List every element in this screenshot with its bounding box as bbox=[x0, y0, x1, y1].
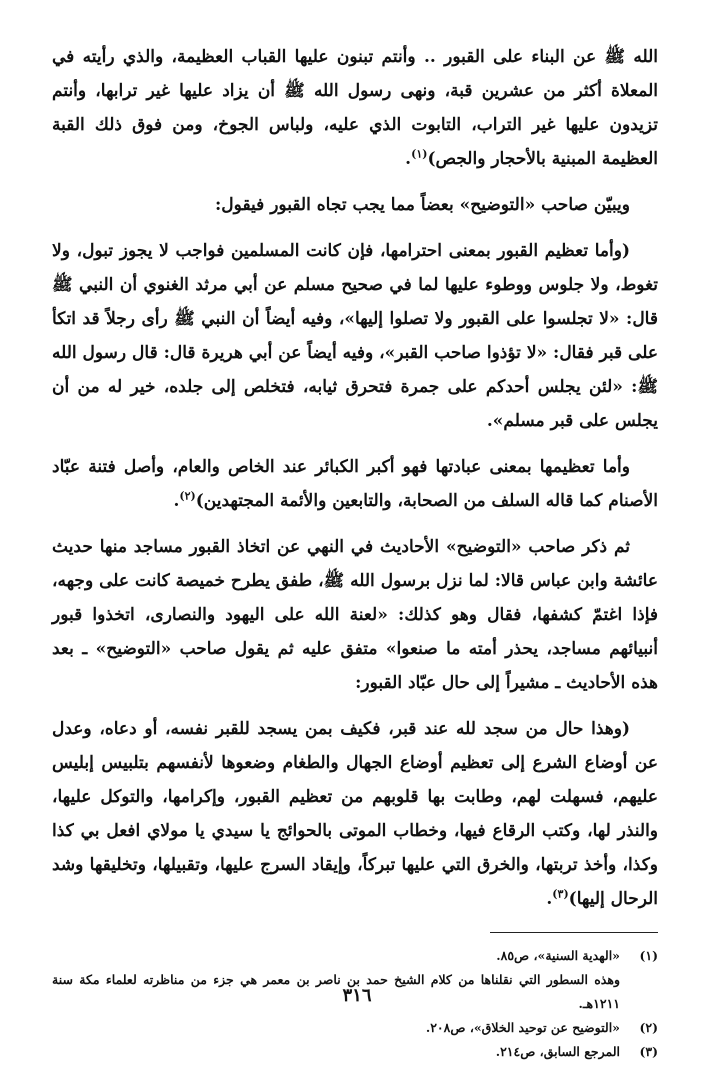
paragraph-1-text: الله ﷺ عن البناء على القبور .. وأنتم تبنون عليها القباب العظيمة، والذي رأيته في المعلاة أكثر من عشرين قبة، ونهى رسول الله ﷺ أن يزاد عليها غير ترابها، وأنتم تزيدون عليها غير التراب، التابوت الذي عليه، ولباس الجوخ، ومن فوق ذلك القبة العظيمة المبنية بالأحجار والجص) bbox=[52, 47, 658, 169]
footnote-ref-1[interactable]: (١) bbox=[411, 147, 428, 161]
footnote-3-text: المرجع السابق، ص٢١٤. bbox=[495, 1044, 620, 1059]
paragraph-5-text: ثم ذكر صاحب «التوضيح» الأحاديث في النهي عن اتخاذ القبور مساجد منها حديث عائشة وابن عباس قالا: لما نزل برسول الله ﷺ، طفق يطرح خميصة كانت على وجهه، فإذا اغتمّ كشفها، فقال وهو كذلك: «لعنة الله على اليهود والنصارى، اتخذوا قبور أنبيائهم مساجد، يحذر أمته ما صنعوا» متفق عليه ثم يقول صاحب «التوضيح» ـ بعد هذه الأحاديث ـ مشيراً إلى حال عبّاد القبور: bbox=[52, 537, 658, 693]
paragraph-1-tail: . bbox=[405, 149, 412, 169]
footnote-ref-3[interactable]: (٣) bbox=[552, 887, 569, 901]
paragraph-2-text: ويبيّن صاحب «التوضيح» بعضاً مما يجب تجاه القبور فيقول: bbox=[215, 195, 630, 215]
paragraph-4 bbox=[52, 450, 658, 518]
paragraph-3-text: (وأما تعظيم القبور بمعنى احترامها، فإن كانت المسلمين فواجب لا يجوز تبول، ولا تغوط، ولا جلوس ووطوء عليها لما في صحيح مسلم عن أبي مرثد الغنوي أن النبي ﷺ قال: «لا تجلسوا على القبور ولا تصلوا إليها»، وفيه أيضاً أن النبي ﷺ رأى رجلاً قد اتكأ على قبر فقال: «لا تؤذوا صاحب القبر»، وفيه أيضاً عن أبي هريرة قال: قال رسول الله ﷺ: «لئن يجلس أحدكم على جمرة فتحرق ثيابه، فتخلص إلى جلده، خير له من أن يجلس على قبر مسلم». bbox=[51, 241, 658, 431]
paragraph-1 bbox=[52, 40, 658, 176]
footnote-2-number: (٢) bbox=[639, 1020, 658, 1035]
paragraph-4-text: وأما تعظيمها بمعنى عبادتها فهو أكبر الكبائر عند الخاص والعام، وأصل فتنة عبّاد الأصنام كما قاله السلف من الصحابة، والتابعين والأئمة المجتهدين) bbox=[52, 457, 658, 511]
paragraph-2 bbox=[52, 188, 658, 222]
paragraph-3 bbox=[52, 234, 658, 438]
footnote-ref-2[interactable]: (٢) bbox=[179, 489, 196, 503]
footnote-2 bbox=[52, 1016, 658, 1040]
footnote-1-number: (١) bbox=[639, 948, 658, 963]
footnote-1-text: «الهدية السنية»، ص٨٥. bbox=[496, 948, 620, 963]
footnote-3 bbox=[52, 1040, 658, 1064]
paragraph-6 bbox=[52, 712, 658, 916]
footnote-1 bbox=[52, 944, 658, 968]
paragraph-4-tail: . bbox=[173, 491, 180, 511]
footnote-separator bbox=[52, 928, 658, 940]
paragraph-6-tail: . bbox=[546, 889, 553, 909]
paragraph-6-text: (وهذا حال من سجد لله عند قبر، فكيف بمن يسجد للقبر نفسه، أو دعاه، وعدل عن أوضاع الشرع إلى تعظيم أوضاع الجهال والطغام وضعوها لأنفسهم بتلبيس إبليس عليهم، فسهلت لهم، وطابت بها قلوبهم من تعظيم القبور، وإكرامها، والتوكل عليها، والنذر لها، وكتب الرقاع فيها، وخطاب الموتى بالحوائج يا سيدي يا مولاي افعل بي كذا وكذا، وأخذ تربتها، والخرق التي عليها تبركاً، وإيقاد السرج عليها، وتقبيلها، وتخليقها وشد الرحال إليها) bbox=[52, 719, 658, 909]
footnote-2-text: «التوضيح عن توحيد الخلاق»، ص٢٠٨. bbox=[425, 1020, 620, 1035]
paragraph-5 bbox=[52, 530, 658, 700]
footnote-1-continuation: وهذه السطور التي نقلناها من كلام الشيخ حمد بن ناصر بن معمر هي جزء من مناظرته لعلماء مكة سنة ١٢١١هـ. bbox=[52, 972, 620, 1011]
footnote-3-number: (٣) bbox=[639, 1044, 658, 1059]
footnote-separator-line bbox=[490, 932, 658, 933]
page-number: ٣١٦ bbox=[342, 985, 372, 1006]
